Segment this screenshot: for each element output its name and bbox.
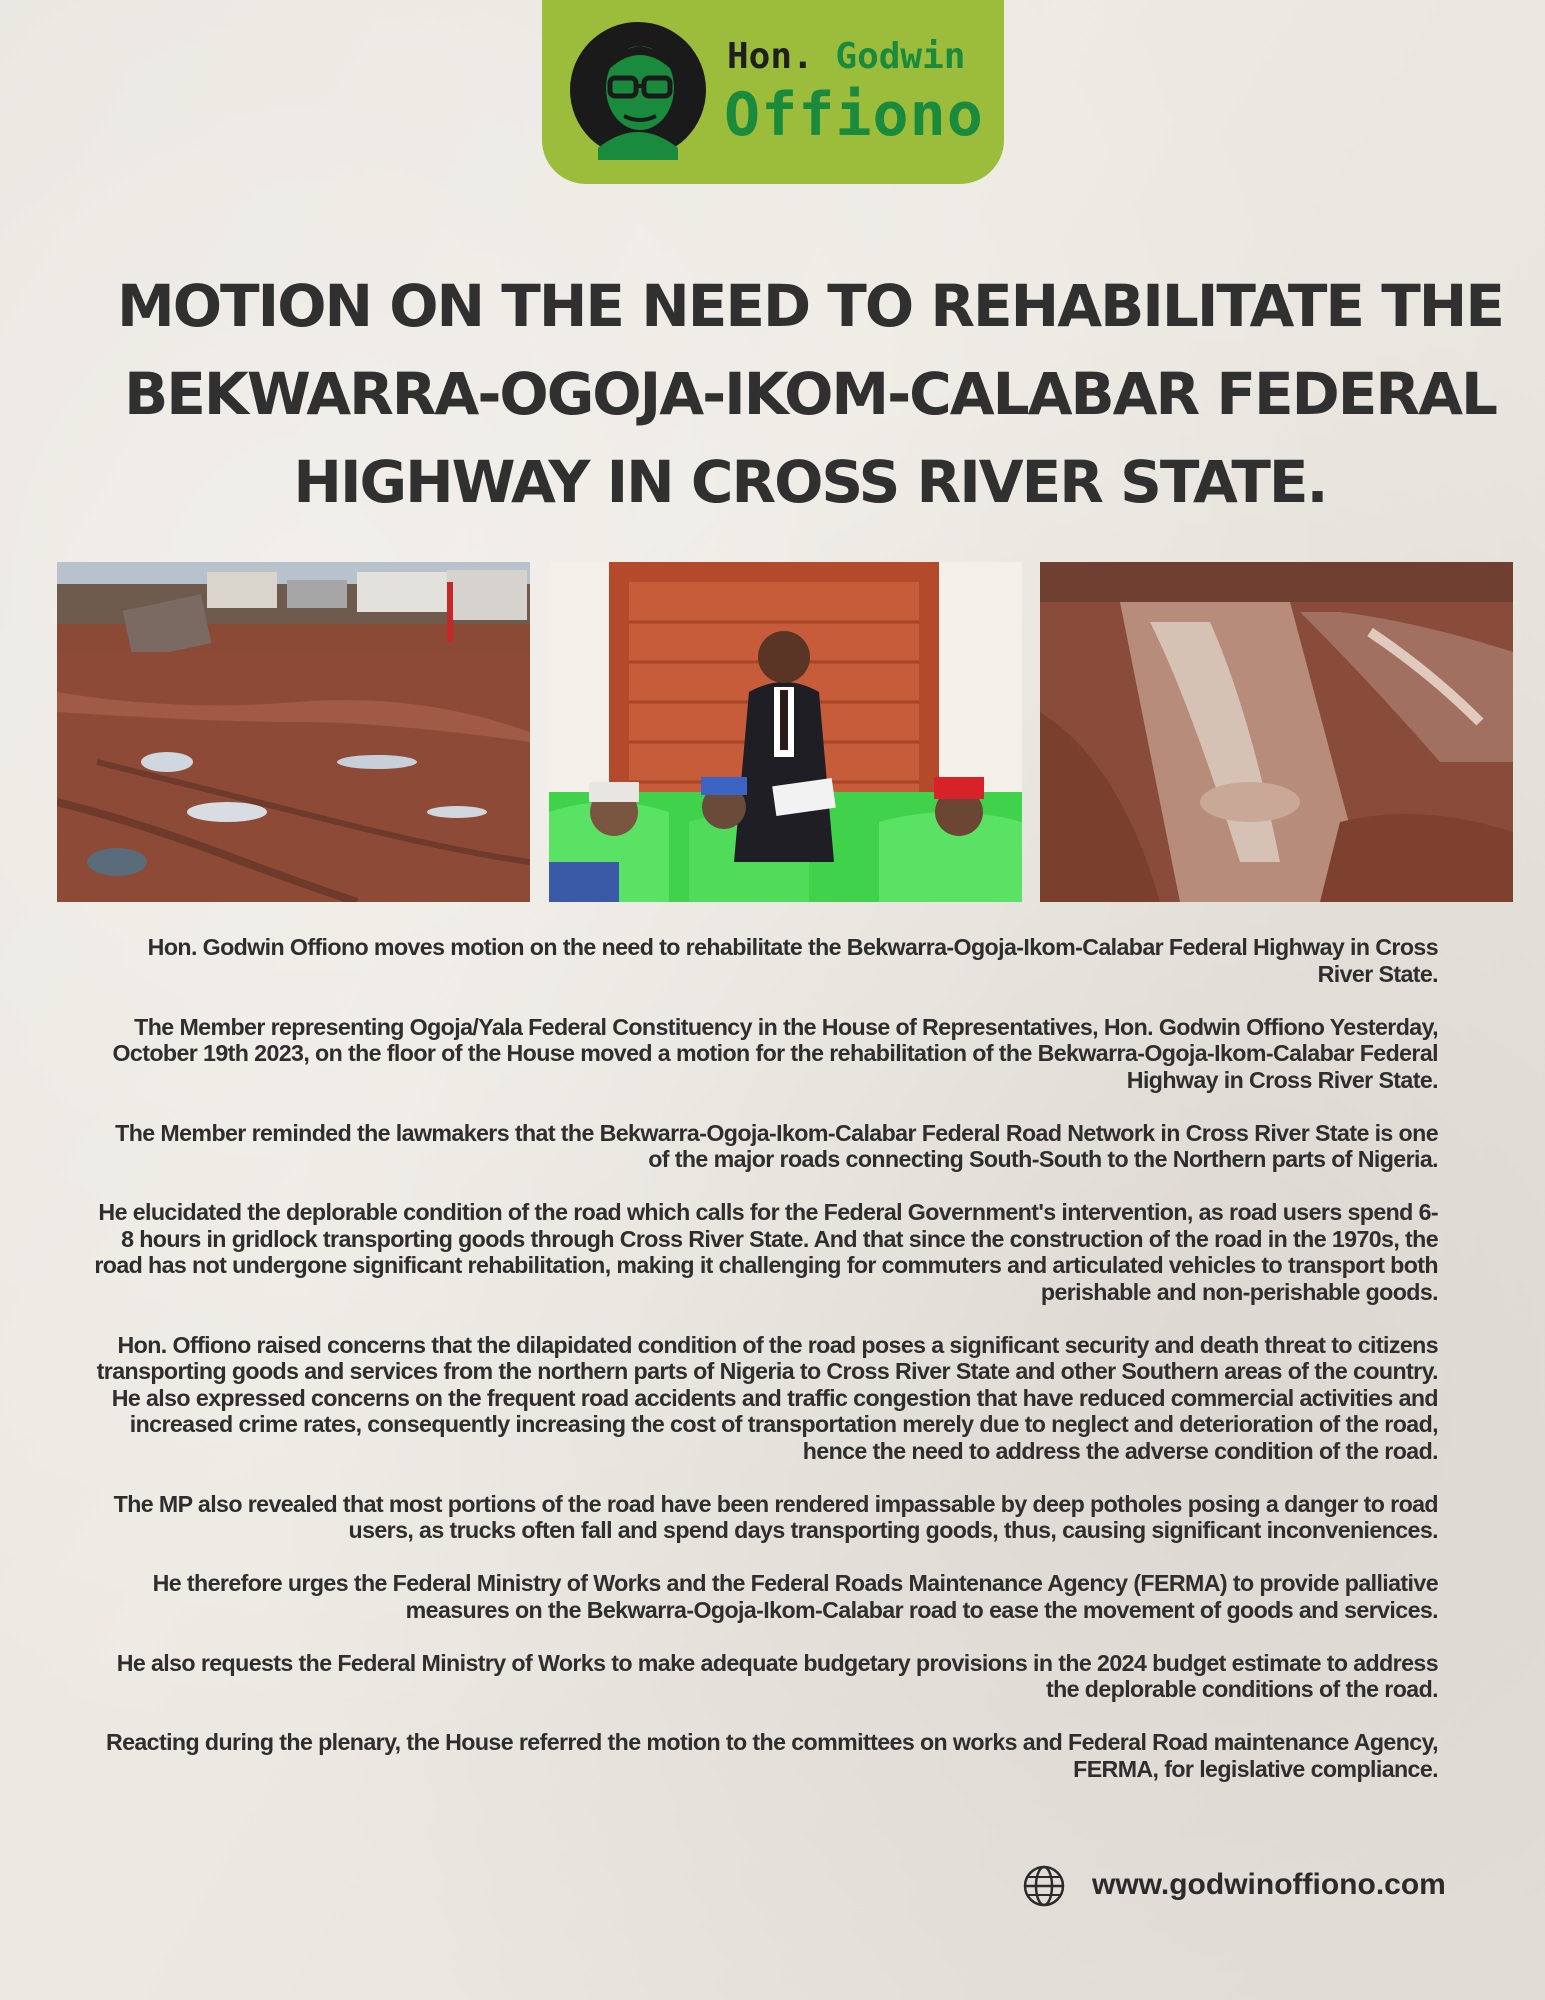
paragraph-2: The Member representing Ogoja/Yala Federal Constituency in the House of Representatives, Hon. Godwin Offiono Yesterday, October 19th 2023, on the floor of the House moved a motion for the rehabilitation of the Bekwarra-Ogoja-Ikom-Calabar Federal Highway in Cross River State. xyxy=(112,1013,1438,1093)
paragraph-3: The Member reminded the lawmakers that the Bekwarra-Ogoja-Ikom-Calabar Federal Road Network in Cross River State is one of the major roads connecting South-South to the Northern parts of Nigeria. xyxy=(115,1119,1438,1172)
article-body xyxy=(90,934,1438,1809)
paragraph-8: He also requests the Federal Ministry of Works to make adequate budgetary provisions in the 2024 budget estimate to address the deplorable conditions of the road. xyxy=(116,1649,1438,1702)
paragraph-4: He elucidated the deplorable condition of the road which calls for the Federal Government's intervention, as road users spend 6-8 hours in gridlock transporting goods through Cross River State. And that since the construction of the road in the 1970s, the road has not undergone significant rehabilitation, making it challenging for commuters and articulated vehicles to transport both perishable and non-perishable goods. xyxy=(94,1199,1438,1305)
logo-hon-godwin xyxy=(727,36,965,77)
website-link[interactable]: www.godwinoffiono.com xyxy=(1092,1868,1446,1901)
paragraph-6: The MP also revealed that most portions of the road have been rendered impassable by deep potholes posing a danger to road users, as trucks often fall and spend days transporting goods, thus, causing significant inconveniences. xyxy=(113,1490,1438,1543)
paragraph-9: Reacting during the plenary, the House referred the motion to the committees on works and Federal Road maintenance Agency, FERMA, for legislative compliance. xyxy=(105,1729,1438,1782)
logo-offiono-text: Offiono xyxy=(724,80,984,150)
logo-godwin-text: Godwin xyxy=(835,36,966,77)
waterlogged-muddy-road-photo xyxy=(1040,562,1513,902)
paragraph-7: He therefore urges the Federal Ministry of Works and the Federal Roads Maintenance Agency (FERMA) to provide palliative measures on the Bekwarra-Ogoja-Ikom-Calabar road to ease the movement of goods and services. xyxy=(152,1570,1438,1623)
footer-website[interactable] xyxy=(1022,1864,1446,1908)
paragraph-5: Hon. Offiono raised concerns that the dilapidated condition of the road poses a significant security and death threat to citizens transporting goods and services from the northern parts of Nigeria to Cross River State and other Southern areas of the country. He also expressed concerns on the frequent road accidents and traffic congestion that have reduced commercial activities and increased crime rates, consequently increasing the cost of transportation merely due to neglect and deterioration of the road, hence the need to address the adverse condition of the road. xyxy=(96,1331,1438,1464)
page-title xyxy=(90,262,1530,526)
logo-hon-text: Hon. xyxy=(727,36,814,77)
title-line-2: BEKWARRA-OGOJA-IKOM-CALABAR FEDERAL xyxy=(124,360,1496,428)
globe-icon xyxy=(1022,1864,1066,1908)
legislator-speaking-in-chamber-photo xyxy=(549,562,1022,902)
muddy-road-with-overturned-truck-photo xyxy=(57,562,530,902)
paragraph-1: Hon. Godwin Offiono moves motion on the need to rehabilitate the Bekwarra-Ogoja-Ikom-Calabar Federal Highway in Cross River State. xyxy=(147,934,1438,987)
title-line-1: MOTION ON THE NEED TO REHABILITATE THE xyxy=(117,272,1503,340)
portrait-logo-icon xyxy=(568,20,708,160)
logo-badge xyxy=(542,0,1004,184)
title-line-3: HIGHWAY IN CROSS RIVER STATE. xyxy=(293,448,1327,516)
